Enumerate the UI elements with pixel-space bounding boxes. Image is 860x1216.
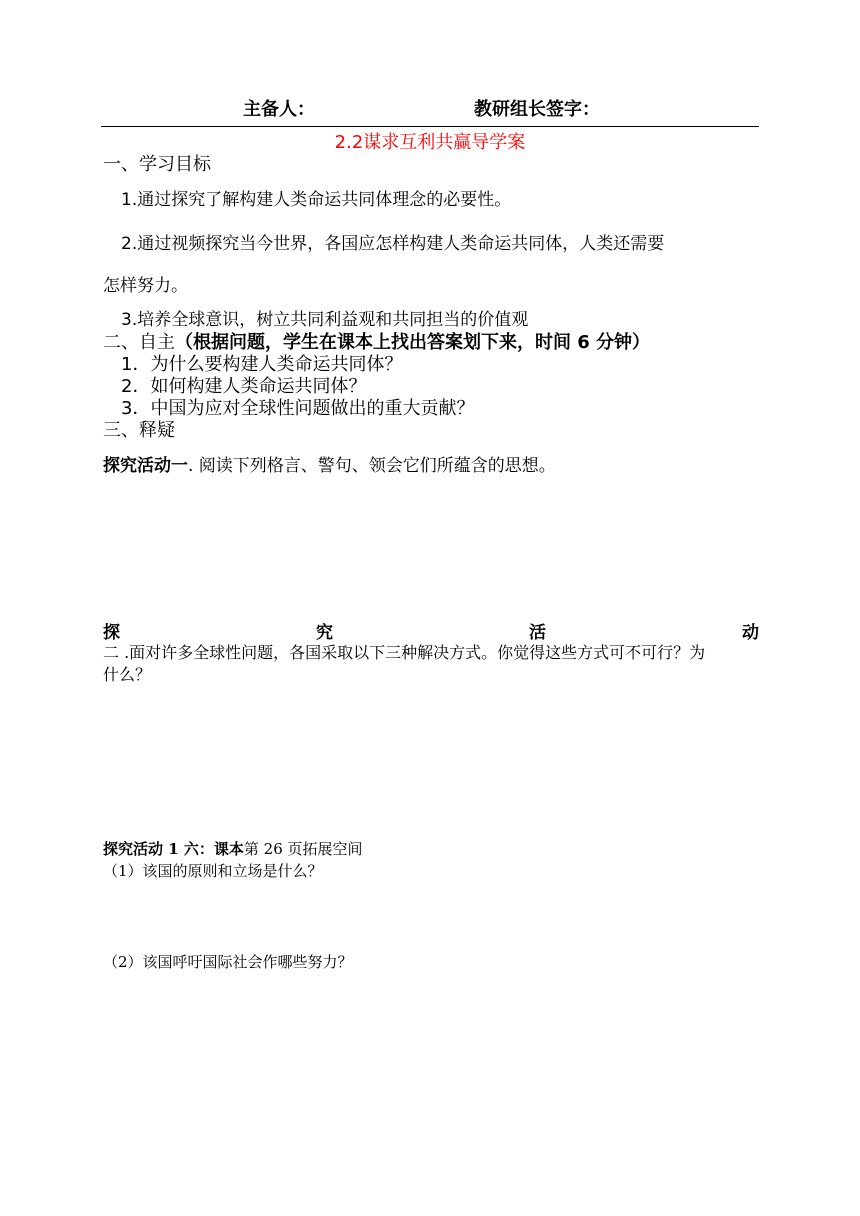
section3-heading: 三、释疑	[103, 420, 175, 441]
document-title: 2.2谋求互利共赢导学案	[334, 132, 526, 153]
activity3-text: 第 26 页拓展空间	[243, 840, 363, 858]
header-divider	[101, 126, 759, 127]
question-1: 1．为什么要构建人类命运共同体？	[121, 354, 403, 375]
activity2-prompt: 二 .面对许多全球性问题，各国采取以下三种解决方式。你觉得这些方式可不可行？为	[103, 643, 706, 662]
section2-heading-instructions: （根据问题，学生在课本上找出答案划下来，时间 6 分钟）	[175, 332, 651, 353]
activity1-line	[103, 451, 556, 476]
activity2-char: 究	[316, 623, 333, 643]
activity1-text: . 阅读下列格言、警句、领会它们所蕴含的思想。	[188, 456, 556, 476]
goal-2: 2.通过视频探究当今世界，各国应怎样构建人类命运共同体，人类还需要	[121, 234, 665, 254]
goal-3: 3.培养全球意识，树立共同利益观和共同担当的价值观	[121, 310, 529, 330]
activity3-question-2: （2）该国呼吁国际社会作哪些努力？	[103, 953, 353, 971]
activity1-label: 探究活动一	[103, 456, 188, 476]
activity2-prompt-continued: 什么？	[103, 665, 152, 684]
activity2-char: 动	[742, 623, 759, 643]
section2-heading-prefix: 二、自主	[103, 332, 175, 353]
activity3-label: 探究活动 1 六：课本	[103, 840, 244, 858]
activity2-char: 活	[529, 623, 546, 643]
activity3-heading	[103, 838, 363, 859]
question-3: 3．中国为应对全球性问题做出的重大贡献？	[121, 398, 475, 419]
leader-sign-label: 教研组长签字：	[474, 99, 600, 120]
activity2-char: 探	[103, 623, 120, 643]
question-2: 2．如何构建人类命运共同体？	[121, 376, 367, 397]
goal-2-continued: 怎样努力。	[103, 276, 188, 296]
section1-heading: 一、学习目标	[103, 154, 211, 175]
activity3-question-1: （1）该国的原则和立场是什么？	[103, 862, 323, 880]
goal-1: 1.通过探究了解构建人类命运共同体理念的必要性。	[121, 190, 512, 210]
preparer-label: 主备人：	[243, 99, 315, 120]
